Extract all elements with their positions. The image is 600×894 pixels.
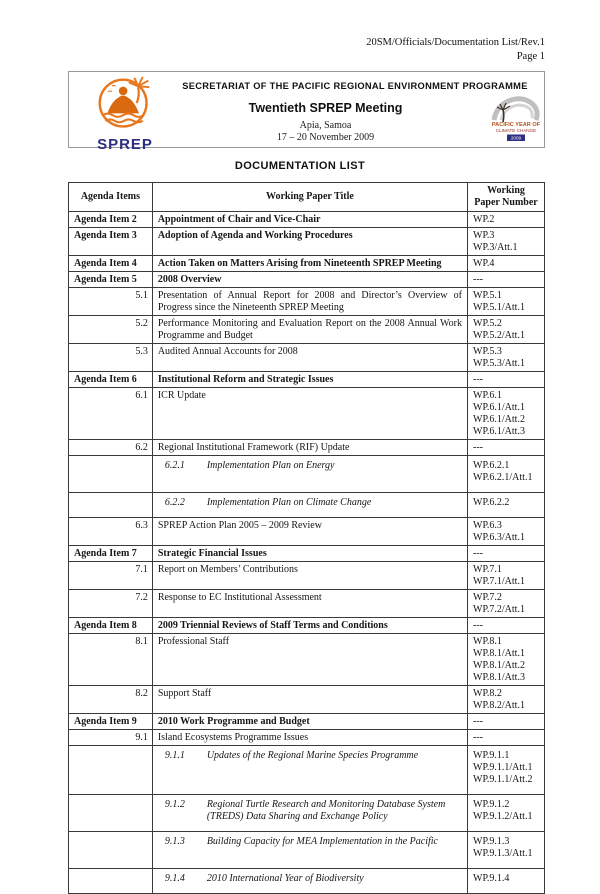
agenda-item-cell	[69, 456, 153, 493]
paper-number-cell	[468, 686, 545, 714]
working-paper-number: WP.8.2	[473, 687, 502, 699]
agenda-item-cell: Agenda Item 4	[69, 256, 153, 272]
sprep-logo-text: SPREP	[97, 136, 153, 153]
table-row	[69, 493, 545, 518]
table-row	[69, 730, 545, 746]
climate-logo-line2: CLIMATE CHANGE	[495, 128, 537, 133]
working-paper-number: WP.9.1.2	[473, 799, 510, 810]
table-row	[69, 372, 545, 388]
paper-number-cell	[468, 546, 545, 562]
paper-number-cell	[468, 714, 545, 730]
paper-number-cell	[468, 832, 545, 869]
paper-title-cell	[152, 456, 467, 493]
meeting-title: Twentieth SPREP Meeting	[248, 101, 403, 115]
working-paper-number: WP.6.3	[473, 519, 502, 531]
documentation-table	[68, 182, 545, 894]
paper-title-cell: Action Taken on Matters Arising from Nineteenth SPREP Meeting	[152, 256, 467, 272]
working-paper-number: WP.8.1/Att.3	[473, 671, 525, 683]
table-row	[69, 316, 545, 344]
paper-number-cell	[468, 372, 545, 388]
working-paper-number: WP.6.1	[473, 389, 502, 401]
working-paper-number: WP.6.1/Att.2	[473, 413, 525, 425]
working-paper-number: WP.8.2/Att.1	[473, 699, 525, 711]
agenda-item-cell: 9.1	[69, 730, 153, 746]
working-paper-number: WP.9.1.4	[473, 873, 510, 884]
sub-item-number: 9.1.3	[164, 836, 185, 847]
doc-ref-line: 20SM/Officials/Documentation List/Rev.1	[366, 37, 545, 48]
working-paper-number: WP.9.1.1/Att.2	[473, 774, 533, 785]
working-paper-number: WP.5.1/Att.1	[473, 301, 525, 313]
working-paper-number: WP.4	[473, 257, 495, 269]
paper-title-cell: Professional Staff	[152, 634, 467, 686]
paper-title-cell: Support Staff	[152, 686, 467, 714]
paper-number-cell	[468, 869, 545, 894]
working-paper-number: WP.8.1	[473, 635, 502, 647]
working-paper-number: WP.9.1.3/Att.1	[473, 848, 533, 859]
agenda-item-cell: Agenda Item 8	[69, 618, 153, 634]
table-row	[69, 518, 545, 546]
working-paper-number: WP.3/Att.1	[473, 241, 518, 253]
working-paper-number: WP.5.3	[473, 345, 502, 357]
paper-number-cell	[468, 256, 545, 272]
sprep-logo-icon	[95, 75, 155, 133]
paper-number-cell	[468, 562, 545, 590]
document-title: DOCUMENTATION LIST	[234, 160, 366, 172]
paper-number-cell	[468, 746, 545, 795]
agenda-item-cell	[69, 869, 153, 894]
working-paper-number: WP.5.2	[473, 317, 502, 329]
paper-title-cell	[152, 869, 467, 894]
table-row	[69, 288, 545, 316]
agenda-item-cell: 5.1	[69, 288, 153, 316]
sub-item-title: Regional Turtle Research and Monitoring Database System (TREDS) Data Sharing and Exchange Policy	[206, 799, 446, 822]
table-row	[69, 832, 545, 869]
agenda-item-cell: 5.3	[69, 344, 153, 372]
paper-number-cell	[468, 795, 545, 832]
sub-item-title: Implementation Plan on Climate Change	[206, 497, 372, 508]
working-paper-number: ---	[473, 547, 484, 559]
paper-title-cell	[152, 746, 467, 795]
working-paper-number: WP.2	[473, 213, 495, 225]
table-row	[69, 562, 545, 590]
working-paper-number: ---	[473, 731, 484, 743]
agenda-item-cell: Agenda Item 3	[69, 228, 153, 256]
paper-title-cell: Regional Institutional Framework (RIF) Update	[152, 440, 467, 456]
document-reference	[366, 36, 545, 64]
meeting-location: Apia, Samoa	[299, 120, 352, 131]
sub-item-title: Implementation Plan on Energy	[206, 460, 335, 471]
column-header-working-paper-number: Working Paper Number	[468, 183, 545, 212]
sub-item-number: 9.1.2	[164, 799, 185, 810]
working-paper-number: WP.9.1.3	[473, 836, 510, 847]
paper-title-cell: Strategic Financial Issues	[152, 546, 467, 562]
table-row	[69, 618, 545, 634]
paper-number-cell	[468, 228, 545, 256]
paper-number-cell	[468, 388, 545, 440]
meeting-dates: 17 – 20 November 2009	[276, 132, 375, 143]
working-paper-number: WP.7.2	[473, 591, 502, 603]
agenda-item-cell: 6.3	[69, 518, 153, 546]
sprep-logo	[81, 75, 169, 153]
working-paper-number: WP.3	[473, 229, 495, 241]
table-row	[69, 634, 545, 686]
working-paper-number: WP.6.1/Att.1	[473, 401, 525, 413]
paper-title-cell: 2010 Work Programme and Budget	[152, 714, 467, 730]
paper-title-cell: 2009 Triennial Reviews of Staff Terms and Conditions	[152, 618, 467, 634]
paper-title-cell: Audited Annual Accounts for 2008	[152, 344, 467, 372]
climate-logo-year: 2009	[510, 135, 522, 141]
working-paper-number: WP.6.1/Att.3	[473, 425, 525, 437]
paper-number-cell	[468, 590, 545, 618]
working-paper-number: WP.7.1	[473, 563, 502, 575]
agenda-item-cell	[69, 493, 153, 518]
climate-logo-line1: PACIFIC YEAR OF	[491, 122, 541, 128]
working-paper-number: WP.9.1.1	[473, 750, 510, 761]
table-row	[69, 256, 545, 272]
working-paper-number: WP.8.1/Att.2	[473, 659, 525, 671]
paper-number-cell	[468, 212, 545, 228]
agenda-item-cell: Agenda Item 2	[69, 212, 153, 228]
paper-number-cell	[468, 634, 545, 686]
working-paper-number: ---	[473, 619, 484, 631]
agenda-item-cell: Agenda Item 6	[69, 372, 153, 388]
paper-title-cell: Presentation of Annual Report for 2008 and Director’s Overview of Progress since the Nineteenth SPREP Meeting	[152, 288, 467, 316]
working-paper-number: WP.9.1.1/Att.1	[473, 762, 533, 773]
paper-title-cell: Appointment of Chair and Vice-Chair	[152, 212, 467, 228]
table-body	[69, 212, 545, 894]
paper-title-cell: Report on Members’ Contributions	[152, 562, 467, 590]
working-paper-number: WP.6.2.1	[473, 460, 510, 471]
table-row	[69, 795, 545, 832]
sub-item-number: 9.1.1	[164, 750, 185, 761]
paper-number-cell	[468, 344, 545, 372]
sub-item-title: Updates of the Regional Marine Species Programme	[206, 750, 419, 761]
working-paper-number: ---	[473, 373, 484, 385]
paper-title-cell	[152, 832, 467, 869]
working-paper-number: ---	[473, 441, 484, 453]
working-paper-number: ---	[473, 715, 484, 727]
table-row	[69, 869, 545, 894]
paper-number-cell	[468, 518, 545, 546]
agenda-item-cell	[69, 832, 153, 869]
agenda-item-cell: Agenda Item 9	[69, 714, 153, 730]
agenda-item-cell: 7.2	[69, 590, 153, 618]
agenda-item-cell: Agenda Item 7	[69, 546, 153, 562]
table-row	[69, 228, 545, 256]
table-row	[69, 546, 545, 562]
agenda-item-cell: Agenda Item 5	[69, 272, 153, 288]
paper-title-cell	[152, 795, 467, 832]
paper-title-cell: SPREP Action Plan 2005 – 2009 Review	[152, 518, 467, 546]
sub-item-number: 6.2.2	[164, 497, 185, 508]
agenda-item-cell: 6.1	[69, 388, 153, 440]
working-paper-number: WP.5.1	[473, 289, 502, 301]
paper-number-cell	[468, 618, 545, 634]
paper-title-cell: Performance Monitoring and Evaluation Report on the 2008 Annual Work Programme and Budget	[152, 316, 467, 344]
sub-item-title: 2010 International Year of Biodiversity	[206, 873, 364, 884]
working-paper-number: ---	[473, 273, 484, 285]
working-paper-number: WP.9.1.2/Att.1	[473, 811, 533, 822]
paper-number-cell	[468, 440, 545, 456]
agenda-item-cell	[69, 746, 153, 795]
agenda-item-cell: 8.1	[69, 634, 153, 686]
paper-title-cell: Island Ecosystems Programme Issues	[152, 730, 467, 746]
agenda-item-cell	[69, 795, 153, 832]
table-row	[69, 686, 545, 714]
paper-title-cell: Adoption of Agenda and Working Procedures	[152, 228, 467, 256]
working-paper-number: WP.8.1/Att.1	[473, 647, 525, 659]
table-row	[69, 344, 545, 372]
paper-title-cell: Institutional Reform and Strategic Issues	[152, 372, 467, 388]
working-paper-number: WP.5.2/Att.1	[473, 329, 525, 341]
paper-number-cell	[468, 272, 545, 288]
table-row	[69, 590, 545, 618]
paper-title-cell: ICR Update	[152, 388, 467, 440]
agenda-item-cell: 5.2	[69, 316, 153, 344]
paper-title-cell: 2008 Overview	[152, 272, 467, 288]
sub-item-number: 9.1.4	[164, 873, 185, 884]
table-row	[69, 388, 545, 440]
working-paper-number: WP.6.3/Att.1	[473, 531, 525, 543]
paper-number-cell	[468, 288, 545, 316]
letterhead	[68, 71, 545, 153]
column-header-working-paper-title: Working Paper Title	[152, 183, 467, 212]
page-number: Page 1	[516, 50, 545, 62]
pacific-year-climate-change-logo	[491, 94, 541, 144]
agenda-item-cell: 8.2	[69, 686, 153, 714]
working-paper-number: WP.7.1/Att.1	[473, 575, 525, 587]
working-paper-number: WP.5.3/Att.1	[473, 357, 525, 369]
paper-number-cell	[468, 493, 545, 518]
table-row	[69, 212, 545, 228]
table-row	[69, 272, 545, 288]
table-row	[69, 440, 545, 456]
table-row	[69, 746, 545, 795]
table-row	[69, 456, 545, 493]
working-paper-number: WP.7.2/Att.1	[473, 603, 525, 615]
working-paper-number: WP.6.2.1/Att.1	[473, 472, 533, 483]
table-row	[69, 714, 545, 730]
sub-item-title: Building Capacity for MEA Implementation in the Pacific	[206, 836, 438, 847]
org-name: SECRETARIAT OF THE PACIFIC REGIONAL ENVIRONMENT PROGRAMME	[182, 81, 528, 91]
working-paper-number: WP.6.2.2	[473, 497, 510, 508]
table-header-row	[69, 183, 545, 212]
paper-number-cell	[468, 730, 545, 746]
paper-number-cell	[468, 456, 545, 493]
agenda-item-cell: 7.1	[69, 562, 153, 590]
column-header-agenda-items: Agenda Items	[69, 183, 153, 212]
paper-title-cell	[152, 493, 467, 518]
agenda-item-cell: 6.2	[69, 440, 153, 456]
paper-title-cell: Response to EC Institutional Assessment	[152, 590, 467, 618]
paper-number-cell	[468, 316, 545, 344]
sub-item-number: 6.2.1	[164, 460, 185, 471]
